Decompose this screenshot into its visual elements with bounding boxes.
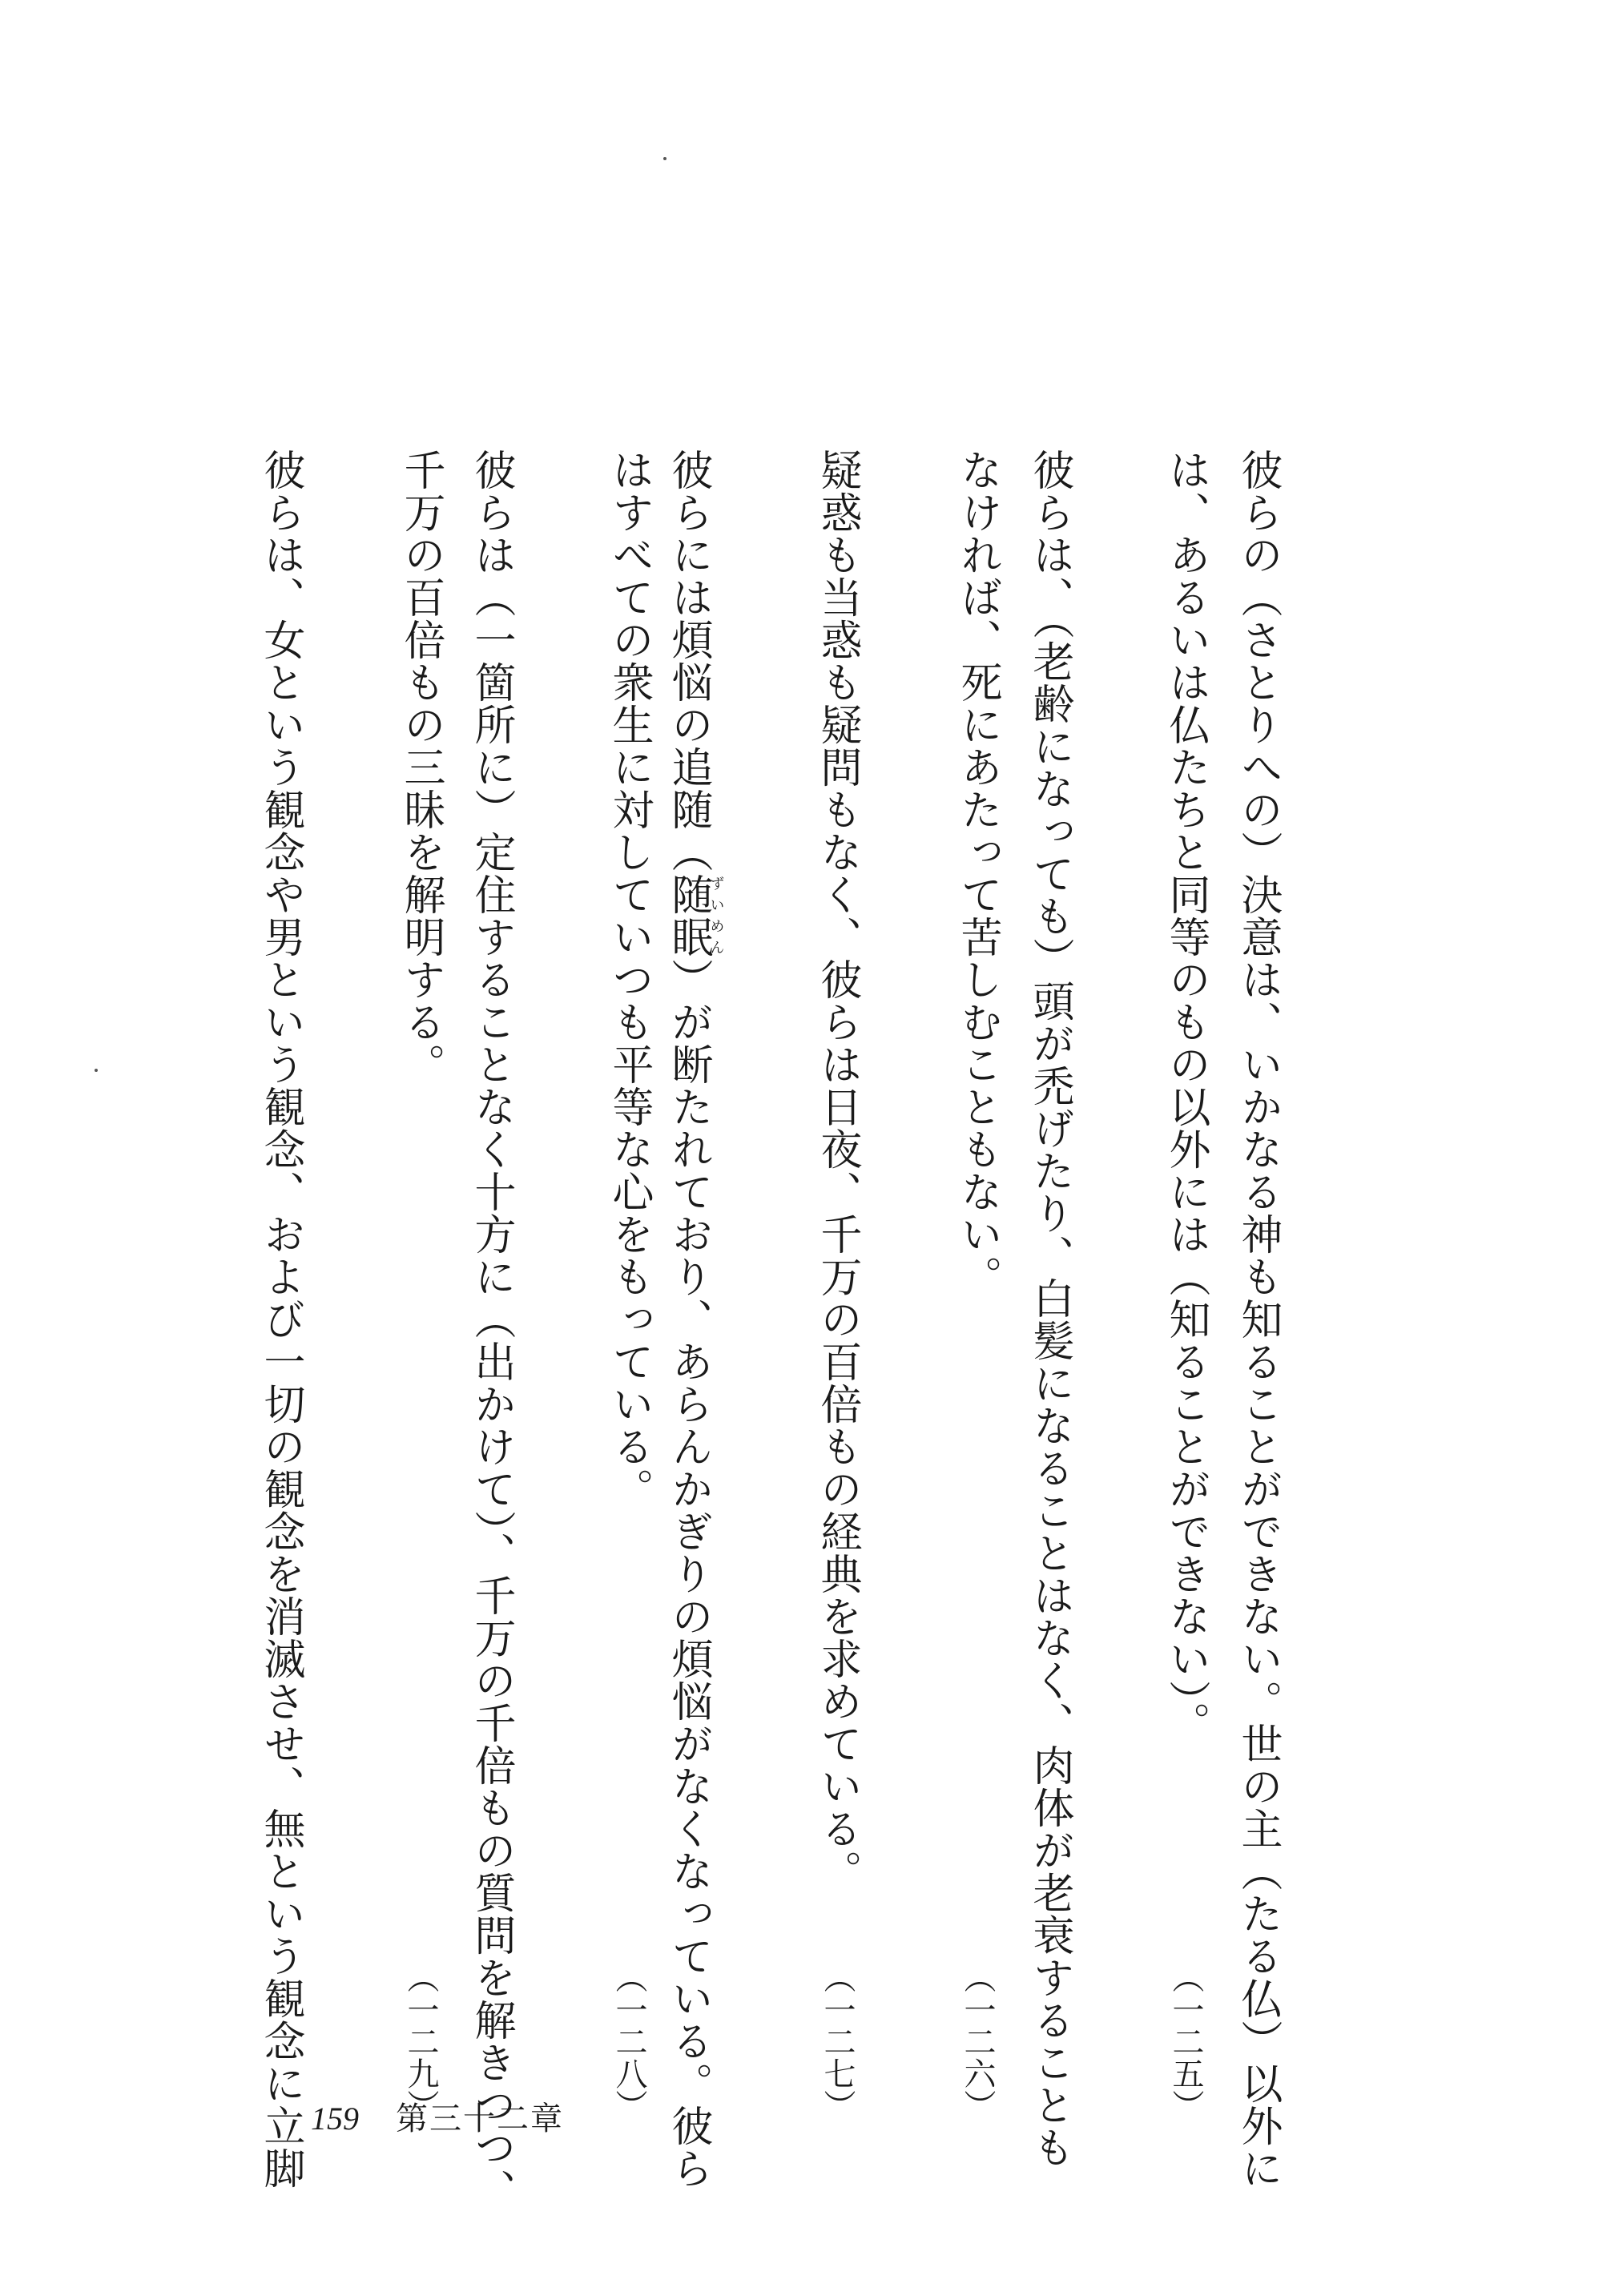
verse-number-127: （一二七） [819, 1961, 856, 2121]
verse-129-line-1: 彼らは（一箇所に）定住することなく十方に（出かけて）、千万の千倍もの質問を解きつつ、 [467, 449, 515, 2211]
verse-130-line-1: 彼らは、女という観念や男という観念、および一切の観念を消滅させ、無という観念に立脚 [256, 449, 304, 2189]
verse-129-line-2: 千万の百倍もの三昧を解明する。 [397, 449, 445, 1086]
page-number: 159 [311, 2101, 359, 2137]
ruby-zuimen [664, 873, 725, 958]
verse-128-line-1 [664, 449, 725, 2189]
scan-speck [663, 157, 667, 160]
verse-126-line-1: 彼らは、（老齢になっても）頭が禿げたり、白髪になることはなく、肉体が老衰することも [1025, 449, 1073, 2169]
verse-128-text-before: 彼らには煩悩の追随（ [664, 449, 712, 873]
verse-128-line-2: はすべての衆生に対していつも平等な心をもっている。 [605, 449, 653, 1510]
verse-127-line-1: 疑惑も当惑も疑問もなく、彼らは日夜、千万の百倍もの経典を求めている。 [813, 449, 861, 1892]
chapter-title: 第三十二章 [396, 2101, 564, 2137]
ruby-base: 随眠 [664, 873, 712, 958]
verse-number-126: （一二六） [959, 1961, 996, 2121]
verse-126-line-2: なければ、死にあたって苦しむこともない。 [953, 449, 1001, 1298]
verse-125-line-1: 彼らの（さとりへの）決意は、いかなる神も知ることができない。世の主（たる仏）以外に [1234, 449, 1282, 2189]
ruby-reading: ずいめん [707, 873, 725, 958]
scan-speck [95, 1069, 98, 1072]
verse-125-line-2: は、あるいは仏たちと同等のもの以外には（知ることができない）。 [1162, 449, 1210, 1744]
verse-128-text-after: ）が断たれており、あらんかぎりの煩悩がなくなっている。彼ら [664, 958, 712, 2189]
verse-number-125: （一二五） [1167, 1961, 1204, 2121]
verse-number-128: （一二八） [610, 1961, 647, 2121]
verse-number-129: （一二九） [402, 1961, 439, 2121]
